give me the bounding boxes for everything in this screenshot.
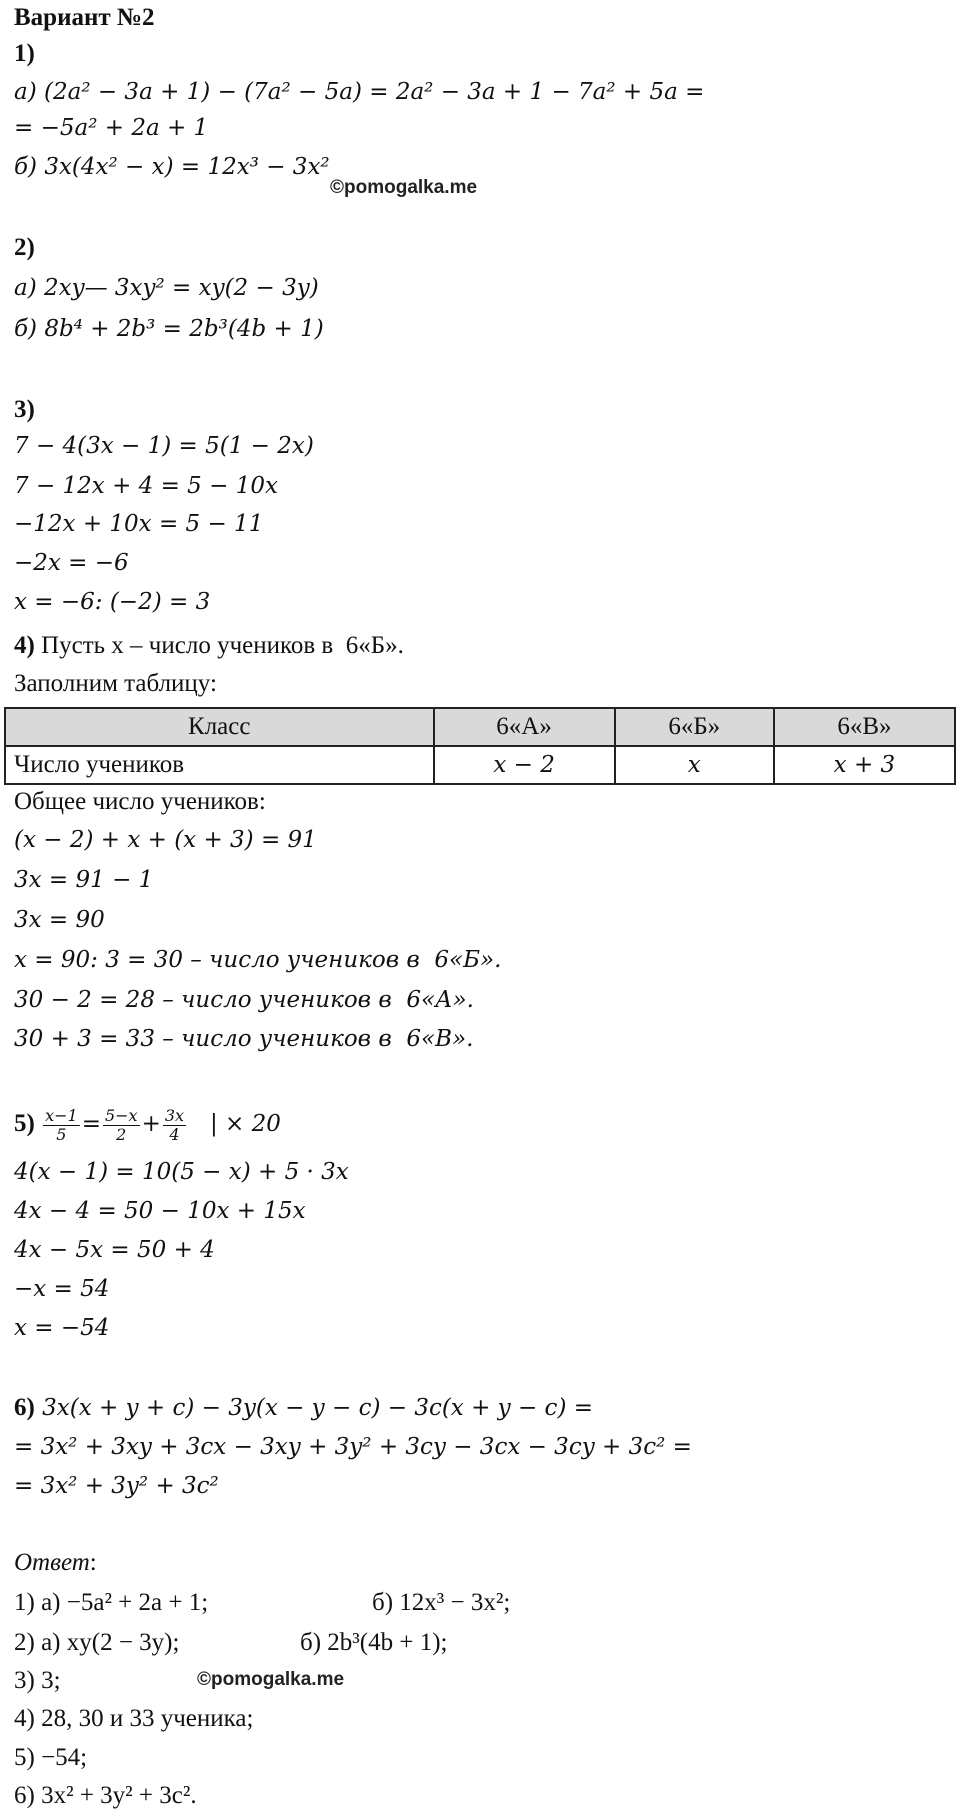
table-cell: x − 2 — [434, 746, 615, 784]
table-header-cell: 6«Б» — [615, 708, 774, 746]
task6-label: 6) — [14, 1394, 35, 1421]
task2-b: б) 8b⁴ + 2b³ = 2b³(4b + 1) — [14, 316, 324, 342]
page-title: Вариант №2 — [14, 4, 155, 31]
task3-line: 7 − 12x + 4 = 5 − 10x — [14, 473, 278, 499]
task1-a-line2: = −5a² + 2a + 1 — [14, 115, 209, 141]
task5-equation: 5) $\frac{x-1}{5}$ = $\frac{5-x}{2}$ + $\frac{3x}{4}$ | × 20 — [14, 1105, 281, 1144]
watermark-top: ©pomogalka.me — [330, 177, 478, 198]
task6-line2: = 3x² + 3xy + 3cx − 3xy + 3y² + 3cy − 3cx − 3cy + 3c² = — [14, 1434, 692, 1460]
task4-line: 3x = 90 — [14, 907, 105, 933]
task3-label: 3) — [14, 396, 35, 423]
table-row — [5, 746, 955, 784]
task5-line: −x = 54 — [14, 1276, 110, 1302]
answer-row-4: 4) 28, 30 и 33 ученика; — [14, 1705, 254, 1732]
task2-label: 2) — [14, 234, 35, 261]
task4-line: 3x = 91 − 1 — [14, 867, 154, 893]
task5-line: x = −54 — [14, 1315, 110, 1341]
task4-intro: Пусть x – число учеников в 6«Б». — [34, 632, 404, 659]
task3-line: 7 − 4(3x − 1) = 5(1 − 2x) — [14, 433, 314, 459]
fraction: $\frac{5-x}{2}$ — [104, 1105, 138, 1144]
task4-label: 4) — [14, 632, 35, 659]
task4-line: (x − 2) + x + (x + 3) = 91 — [14, 827, 317, 853]
task5-line: 4x − 4 = 50 − 10x + 15x — [14, 1198, 306, 1224]
table-cell: Число учеников — [5, 746, 434, 784]
task2-a: а) 2xy— 3xy² = xy(2 − 3y) — [14, 275, 319, 301]
task6-line3: = 3x² + 3y² + 3c² — [14, 1473, 219, 1499]
table-cell: x — [615, 746, 774, 784]
answer-row-5: 5) −54; — [14, 1744, 88, 1771]
fraction: $\frac{3x}{4}$ — [164, 1105, 185, 1144]
answer-row-2b: б) 2b³(4b + 1); — [300, 1629, 448, 1656]
task1-a-line1: а) (2a² − 3a + 1) − (7a² − 5a) = 2a² − 3a + 1 − 7a² + 5a = — [14, 79, 705, 105]
table-cell: x + 3 — [774, 746, 955, 784]
task4-fill-table: Заполним таблицу: — [14, 670, 217, 697]
task1-b: б) 3x(4x² − x) = 12x³ − 3x² — [14, 154, 330, 180]
answer-row-2a: 2) а) xy(2 − 3y); — [14, 1629, 180, 1656]
task4-line: 30 + 3 = 33 – число учеников в 6«В». — [14, 1026, 474, 1052]
fraction: $\frac{x-1}{5}$ — [45, 1105, 78, 1144]
task3-line: x = −6: (−2) = 3 — [14, 589, 211, 615]
table-header-cell: 6«В» — [774, 708, 955, 746]
students-table — [4, 707, 956, 785]
answer-row-6: 6) 3x² + 3y² + 3c². — [14, 1782, 197, 1809]
answer-row-3: 3) 3; — [14, 1667, 61, 1694]
table-header-row — [5, 708, 955, 746]
answer-row-1b: б) 12x³ − 3x²; — [372, 1589, 511, 1616]
task5-label: 5) — [14, 1110, 35, 1137]
task4-intro-line — [14, 630, 404, 662]
answer-row-1a: 1) а) −5a² + 2a + 1; — [14, 1589, 209, 1616]
answer-label: Ответ — [14, 1549, 90, 1576]
task1-label: 1) — [14, 40, 35, 67]
answer-heading: Ответ: — [14, 1549, 97, 1576]
task5-line: 4x − 5x = 50 + 4 — [14, 1237, 215, 1263]
task4-line: 30 − 2 = 28 – число учеников в 6«А». — [14, 987, 474, 1013]
task4-total: Общее число учеников: — [14, 788, 266, 815]
table-header-cell: 6«А» — [434, 708, 615, 746]
task5-line: 4(x − 1) = 10(5 − x) + 5 · 3x — [14, 1159, 349, 1185]
task4-line: x = 90: 3 = 30 – число учеников в 6«Б». — [14, 947, 502, 973]
table-header-cell: Класс — [5, 708, 434, 746]
task6-line1: 6) 3x(x + y + c) − 3y(x − y − c) − 3c(x + y − c) = — [14, 1394, 593, 1421]
task3-line: −2x = −6 — [14, 550, 129, 576]
watermark-bottom: ©pomogalka.me — [197, 1669, 345, 1690]
task3-line: −12x + 10x = 5 − 11 — [14, 511, 264, 537]
